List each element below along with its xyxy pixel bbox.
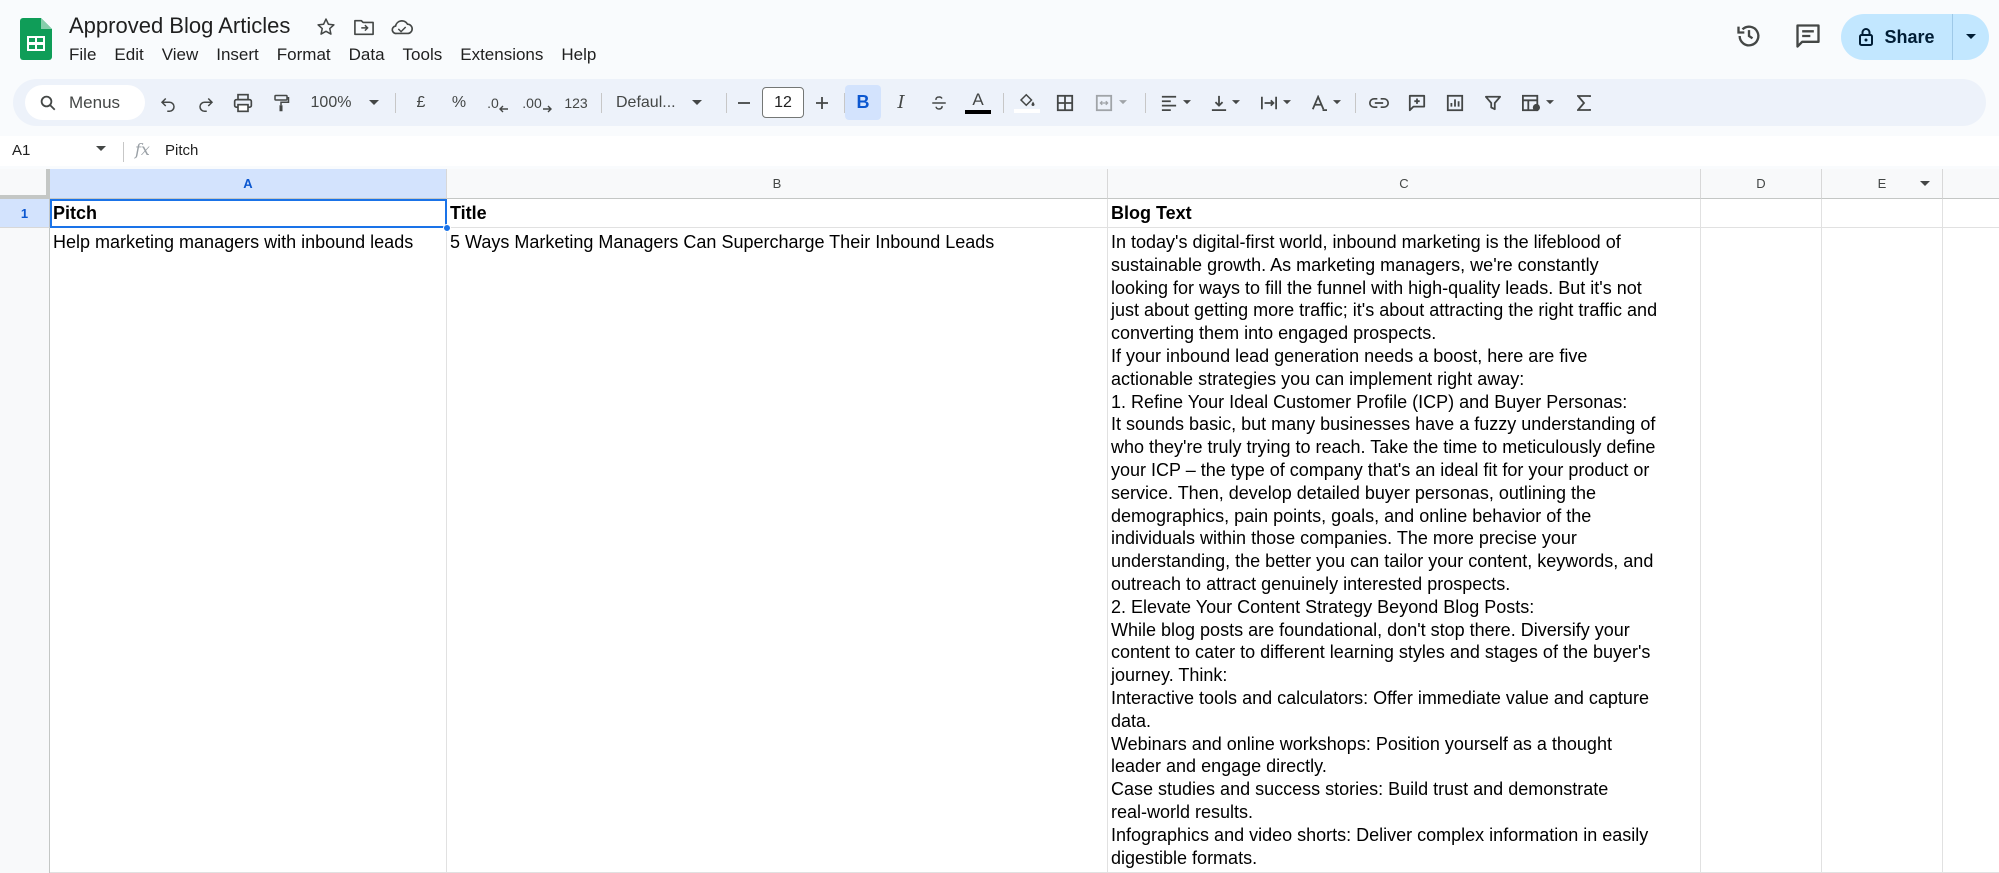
text-wrap-icon xyxy=(1260,95,1278,111)
toolbar-divider xyxy=(1355,93,1356,113)
column-header-e[interactable] xyxy=(1822,169,1943,199)
caret-down-icon xyxy=(1119,100,1127,105)
menu-view[interactable]: View xyxy=(161,45,199,64)
insert-link-button[interactable] xyxy=(1363,85,1395,120)
caret-down-icon xyxy=(1965,33,1977,41)
functions-button[interactable] xyxy=(1569,85,1599,120)
blog-text-line: sustainable growth. As marketing managers, we're constantly xyxy=(1111,254,1599,275)
italic-button[interactable]: I xyxy=(897,92,905,113)
merge-cells-icon xyxy=(1095,94,1113,112)
borders-button[interactable] xyxy=(1049,85,1081,120)
cell-d2[interactable] xyxy=(1701,228,1822,873)
increase-font-size-button[interactable] xyxy=(808,85,836,120)
cell-d1[interactable] xyxy=(1701,199,1822,228)
redo-icon xyxy=(197,94,215,112)
plus-icon xyxy=(815,96,829,110)
toolbar-divider xyxy=(726,93,727,113)
currency-format-button[interactable]: £ xyxy=(416,93,426,111)
caret-down-icon[interactable] xyxy=(96,146,106,152)
percent-format-button[interactable]: % xyxy=(451,93,467,111)
cloud-saved-icon[interactable] xyxy=(390,15,414,39)
share-button[interactable] xyxy=(1841,14,1953,60)
blog-text-line: Interactive tools and calculators: Offer immediate value and capture xyxy=(1111,687,1649,708)
select-all-corner[interactable] xyxy=(0,169,50,199)
blog-text-line: service. Then, develop detailed buyer personas, outlining the xyxy=(1111,482,1596,503)
share-button-group xyxy=(1841,14,1989,60)
redo-button[interactable] xyxy=(191,85,221,120)
cell-c2[interactable] xyxy=(1108,228,1701,873)
paint-format-icon xyxy=(272,93,290,113)
font-family-value: Defaul... xyxy=(616,93,676,111)
table-view-icon xyxy=(1521,94,1541,112)
caret-down-icon xyxy=(369,100,379,106)
caret-down-icon xyxy=(1232,100,1240,105)
blog-text-line: demographics, pain points, goals, and online behavior of the xyxy=(1111,505,1592,526)
blog-text-line: looking for ways to fill the funnel with high-quality leads. But it's not xyxy=(1111,277,1642,298)
insert-chart-button[interactable] xyxy=(1439,85,1471,120)
horizontal-align-select[interactable] xyxy=(1153,85,1197,120)
filter-views-select[interactable] xyxy=(1515,85,1559,120)
strikethrough-button[interactable] xyxy=(923,85,955,120)
cell-f1[interactable] xyxy=(1943,199,1999,228)
cell-c1[interactable]: Blog Text xyxy=(1108,199,1701,228)
blog-text-line: If your inbound lead generation needs a boost, here are five xyxy=(1111,345,1588,366)
toolbar-divider xyxy=(395,93,396,113)
blog-text-line: journey. Think: xyxy=(1111,665,1228,686)
share-label: Share xyxy=(1884,26,1935,47)
align-left-icon xyxy=(1160,95,1178,111)
document-title[interactable]: Approved Blog Articles xyxy=(69,13,291,38)
caret-down-icon xyxy=(1183,100,1191,105)
row-header-1[interactable]: 1 xyxy=(0,199,50,228)
sigma-icon xyxy=(1577,95,1591,111)
column-header-e-label: E xyxy=(1877,176,1887,191)
caret-down-icon xyxy=(1333,100,1341,105)
text-wrapping-select[interactable] xyxy=(1253,85,1297,120)
blog-text-line: 1. Refine Your Ideal Customer Profile (ICP) and Buyer Personas: xyxy=(1111,391,1628,412)
column-header-f[interactable] xyxy=(1943,169,1999,199)
blog-text-line: While blog posts are foundational, don't stop there. Diversify your xyxy=(1111,619,1630,640)
print-icon xyxy=(233,93,253,113)
cell-f2[interactable] xyxy=(1943,228,1999,873)
menu-tools[interactable]: Tools xyxy=(402,45,443,64)
blog-text-line: who they're truly trying to reach. Take the time to meticulously define xyxy=(1111,437,1656,458)
blog-text-line: content to cater to different learning styles and stages of the buyer's xyxy=(1111,642,1651,663)
undo-button[interactable] xyxy=(153,85,183,120)
create-filter-button[interactable] xyxy=(1477,85,1509,120)
undo-icon xyxy=(159,94,177,112)
column-header-c[interactable]: C xyxy=(1108,169,1701,199)
cell-e2[interactable] xyxy=(1822,228,1943,873)
arrow-right-icon xyxy=(542,104,552,114)
insert-comment-button[interactable] xyxy=(1401,85,1433,120)
blog-text-line: Case studies and success stories: Build trust and demonstrate xyxy=(1111,779,1609,800)
menu-edit[interactable]: Edit xyxy=(114,45,144,64)
lock-icon xyxy=(1858,27,1874,47)
blog-text-line: It sounds basic, but many businesses have a fuzzy understanding of xyxy=(1111,414,1656,435)
blog-text-line: individuals within those companies. The more precise your xyxy=(1111,528,1577,549)
row-header-2[interactable] xyxy=(0,228,50,873)
menu-bar xyxy=(60,43,605,67)
column-header-d[interactable]: D xyxy=(1701,169,1822,199)
paint-format-button[interactable] xyxy=(266,85,296,120)
caret-down-icon[interactable] xyxy=(1920,181,1930,187)
text-color-button[interactable] xyxy=(961,85,995,120)
text-rotation-icon xyxy=(1310,95,1328,111)
comments-icon[interactable] xyxy=(1790,18,1826,54)
decrease-decimals-label: .0 xyxy=(487,94,499,111)
more-formats-button[interactable]: 123 xyxy=(564,94,588,111)
caret-down-icon xyxy=(692,100,702,106)
font-family-select[interactable] xyxy=(610,85,720,120)
formula-input[interactable]: Pitch xyxy=(165,142,199,159)
menu-data[interactable]: Data xyxy=(348,45,385,64)
cell-a1[interactable]: Pitch xyxy=(50,199,447,228)
filter-icon xyxy=(1485,95,1501,111)
column-header-a[interactable]: A xyxy=(50,169,447,199)
increase-decimals-label: .00 xyxy=(522,94,542,111)
text-color-swatch xyxy=(965,110,991,114)
cell-b2[interactable]: 5 Ways Marketing Managers Can Supercharge Their Inbound Leads xyxy=(447,228,1108,873)
fill-color-swatch xyxy=(1014,109,1040,113)
blog-text-line: In today's digital-first world, inbound marketing is the lifeblood of xyxy=(1111,232,1621,252)
menu-extensions[interactable]: Extensions xyxy=(460,45,544,64)
menu-insert[interactable]: Insert xyxy=(216,45,259,64)
print-button[interactable] xyxy=(228,85,258,120)
sheets-logo-icon[interactable] xyxy=(20,18,52,60)
blog-text-line: Webinars and online workshops: Position yourself as a thought xyxy=(1111,733,1612,754)
formula-bar xyxy=(0,136,1999,166)
increase-decimals-button[interactable] xyxy=(520,85,554,120)
menu-file[interactable]: File xyxy=(69,45,97,64)
cell-e1[interactable] xyxy=(1822,199,1943,228)
chart-icon xyxy=(1446,94,1464,112)
text-color-label: A xyxy=(972,90,984,109)
title-bar xyxy=(0,0,1999,70)
zoom-value: 100% xyxy=(310,93,352,111)
menu-help[interactable]: Help xyxy=(561,45,597,64)
blog-text-line: 2. Elevate Your Content Strategy Beyond Blog Posts: xyxy=(1111,596,1535,617)
blog-text-line: your ICP – the type of company that's an ideal fit for your product or xyxy=(1111,459,1650,480)
strikethrough-icon xyxy=(930,94,948,112)
link-icon xyxy=(1369,97,1389,109)
cell-b1[interactable]: Title xyxy=(447,199,1108,228)
borders-icon xyxy=(1056,94,1074,112)
blog-text-line: leader and engage directly. xyxy=(1111,756,1327,777)
add-comment-icon xyxy=(1408,94,1426,112)
star-icon[interactable] xyxy=(314,15,338,39)
paint-bucket-icon xyxy=(1018,92,1036,108)
function-icon: fx xyxy=(135,140,150,159)
column-header-b[interactable]: B xyxy=(447,169,1108,199)
blog-text-line: real-world results. xyxy=(1111,801,1254,822)
toolbar-divider xyxy=(601,93,602,113)
decrease-decimals-button[interactable] xyxy=(482,85,514,120)
menus-search-box[interactable] xyxy=(25,85,145,120)
fill-handle[interactable] xyxy=(443,224,451,232)
arrow-left-icon xyxy=(499,104,509,114)
minus-icon xyxy=(737,96,751,110)
vertical-align-select[interactable] xyxy=(1203,85,1247,120)
spreadsheet-grid xyxy=(0,169,1999,873)
blog-text-line: data. xyxy=(1111,710,1152,731)
blog-text-line: understanding, the better you can tailor your content, keywords, and xyxy=(1111,551,1654,572)
name-box[interactable]: A1 xyxy=(12,142,31,159)
menu-format[interactable]: Format xyxy=(276,45,331,64)
move-folder-icon[interactable] xyxy=(352,15,376,39)
bold-button[interactable]: B xyxy=(845,85,881,120)
blog-text-line: actionable strategies you can implement right away: xyxy=(1111,368,1525,389)
caret-down-icon xyxy=(1283,100,1291,105)
version-history-icon[interactable] xyxy=(1731,18,1767,54)
caret-down-icon xyxy=(1546,100,1554,105)
zoom-select[interactable] xyxy=(306,85,384,120)
menus-search-label: Menus xyxy=(69,92,121,112)
toolbar xyxy=(13,79,1986,126)
search-icon xyxy=(39,94,57,112)
formula-bar-divider xyxy=(123,142,124,162)
toolbar-divider xyxy=(1003,93,1004,113)
share-options-button[interactable] xyxy=(1953,14,1989,60)
blog-text-line: converting them into engaged prospects. xyxy=(1111,323,1437,344)
text-rotation-select[interactable] xyxy=(1303,85,1347,120)
fill-color-button[interactable] xyxy=(1011,85,1043,120)
font-size-input[interactable]: 12 xyxy=(762,87,804,118)
blog-text-line: Infographics and video shorts: Deliver complex information in easily xyxy=(1111,824,1649,845)
merge-cells-button[interactable] xyxy=(1087,85,1135,120)
blog-text-line: just about getting more traffic; it's about attracting the right traffic and xyxy=(1111,300,1658,321)
toolbar-divider xyxy=(1145,93,1146,113)
cell-a2[interactable]: Help marketing managers with inbound leads xyxy=(50,228,447,873)
align-bottom-icon xyxy=(1211,94,1227,112)
blog-text-line: digestible formats. xyxy=(1111,847,1258,868)
blog-text-line: outreach to attract genuinely interested prospects. xyxy=(1111,573,1511,594)
decrease-font-size-button[interactable] xyxy=(730,85,758,120)
